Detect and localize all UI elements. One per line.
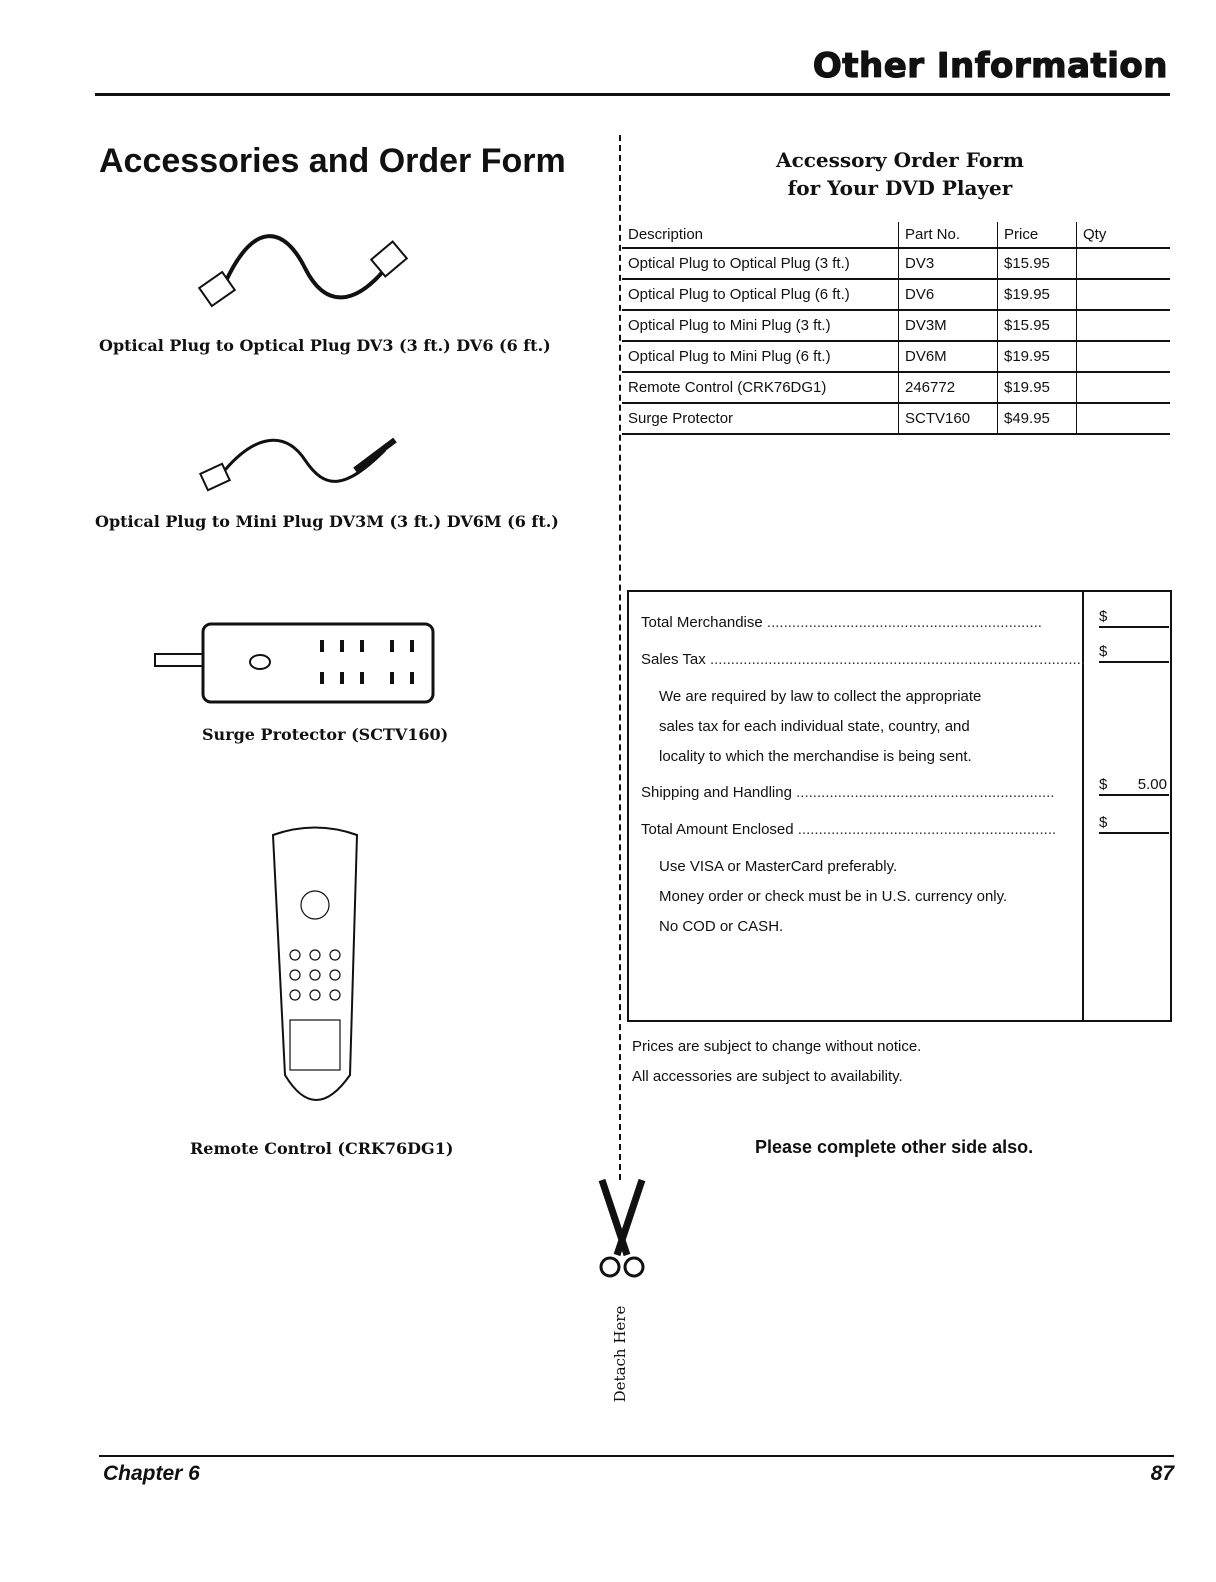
table-row <box>622 279 1170 310</box>
shipping-amount: 5.00 <box>1137 776 1167 793</box>
footer-rule <box>99 1455 1174 1457</box>
description-cell: Surge Protector <box>622 403 899 434</box>
tax-note-line: sales tax for each individual state, country, and <box>659 718 970 735</box>
qty-cell[interactable] <box>1077 279 1171 310</box>
table-header-row <box>622 222 1170 248</box>
totals-box <box>627 590 1172 1022</box>
order-table <box>622 222 1170 435</box>
surge-protector-image <box>155 612 440 712</box>
qty-cell[interactable] <box>1077 341 1171 372</box>
qty-cell[interactable] <box>1077 403 1171 434</box>
tax-note-line: locality to which the merchandise is being sent. <box>659 748 972 765</box>
shipping-field <box>1099 776 1169 796</box>
description-cell: Optical Plug to Mini Plug (3 ft.) <box>622 310 899 341</box>
detach-here-label: Detach Here <box>611 1305 629 1403</box>
section-header: Other Information <box>812 46 1168 86</box>
table-row <box>622 372 1170 403</box>
mini-plug-cable-image <box>195 430 415 500</box>
caption-optical-to-mini: Optical Plug to Mini Plug DV3M (3 ft.) DV6M (6 ft.) <box>95 512 559 531</box>
part-cell: 246772 <box>899 372 998 403</box>
tax-note-line: We are required by law to collect the appropriate <box>659 688 982 705</box>
header-rule <box>95 93 1170 96</box>
description-cell: Remote Control (CRK76DG1) <box>622 372 899 403</box>
qty-cell[interactable] <box>1077 310 1171 341</box>
sales-tax-field[interactable] <box>1099 643 1169 663</box>
cut-line <box>619 135 621 1180</box>
sales-tax-label: Sales Tax .......................................................................................... <box>641 651 1086 668</box>
payment-note: No COD or CASH. <box>659 918 784 935</box>
price-cell: $15.95 <box>998 248 1077 279</box>
qty-cell[interactable] <box>1077 372 1171 403</box>
price-cell: $49.95 <box>998 403 1077 434</box>
label-text: Sales Tax <box>641 651 706 668</box>
total-merchandise-label: Total Merchandise .................................................................. <box>641 614 1042 631</box>
total-merchandise-field[interactable] <box>1099 608 1169 628</box>
column-header: Description <box>622 222 899 248</box>
part-cell: DV6M <box>899 341 998 372</box>
table-row <box>622 248 1170 279</box>
column-header: Price <box>998 222 1077 248</box>
column-header: Qty <box>1077 222 1171 248</box>
currency-symbol: $ <box>1099 776 1108 793</box>
scissors-icon <box>592 1180 652 1280</box>
availability-notice: All accessories are subject to availability. <box>632 1068 903 1085</box>
label-text: Total Merchandise <box>641 614 763 631</box>
table-row <box>622 403 1170 434</box>
part-cell: DV6 <box>899 279 998 310</box>
order-form-title-line2: for Your DVD Player <box>787 176 1013 200</box>
price-cell: $19.95 <box>998 372 1077 403</box>
page-title: Accessories and Order Form <box>99 142 566 180</box>
description-cell: Optical Plug to Mini Plug (6 ft.) <box>622 341 899 372</box>
currency-symbol: $ <box>1099 814 1108 831</box>
currency-symbol: $ <box>1099 643 1108 660</box>
part-cell: DV3M <box>899 310 998 341</box>
price-cell: $15.95 <box>998 310 1077 341</box>
price-cell: $19.95 <box>998 279 1077 310</box>
complete-other-side-note: Please complete other side also. <box>755 1137 1034 1157</box>
currency-symbol: $ <box>1099 608 1108 625</box>
order-form-title <box>622 146 1178 202</box>
payment-note: Money order or check must be in U.S. currency only. <box>659 888 1008 905</box>
optical-cable-image <box>195 228 415 318</box>
price-cell: $19.95 <box>998 341 1077 372</box>
shipping-label: Shipping and Handling .............................................................. <box>641 784 1055 801</box>
column-header: Part No. <box>899 222 998 248</box>
chapter-label: Chapter 6 <box>103 1462 200 1485</box>
table-row <box>622 341 1170 372</box>
page-number: 87 <box>1150 1462 1174 1485</box>
label-text: Total Amount Enclosed <box>641 821 794 838</box>
part-cell: DV3 <box>899 248 998 279</box>
description-cell: Optical Plug to Optical Plug (3 ft.) <box>622 248 899 279</box>
qty-cell[interactable] <box>1077 248 1171 279</box>
part-cell: SCTV160 <box>899 403 998 434</box>
caption-remote-control: Remote Control (CRK76DG1) <box>190 1139 454 1158</box>
label-text: Shipping and Handling <box>641 784 792 801</box>
description-cell: Optical Plug to Optical Plug (6 ft.) <box>622 279 899 310</box>
order-form-title-line1: Accessory Order Form <box>776 148 1024 172</box>
price-notice: Prices are subject to change without notice. <box>632 1038 922 1055</box>
payment-note: Use VISA or MasterCard preferably. <box>659 858 898 875</box>
total-enclosed-field[interactable] <box>1099 814 1169 834</box>
caption-optical-to-optical: Optical Plug to Optical Plug DV3 (3 ft.) DV6 (6 ft.) <box>99 336 551 355</box>
caption-surge-protector: Surge Protector (SCTV160) <box>202 725 449 744</box>
table-row <box>622 310 1170 341</box>
remote-control-image <box>265 825 365 1115</box>
total-enclosed-label: Total Amount Enclosed .............................................................. <box>641 821 1057 838</box>
